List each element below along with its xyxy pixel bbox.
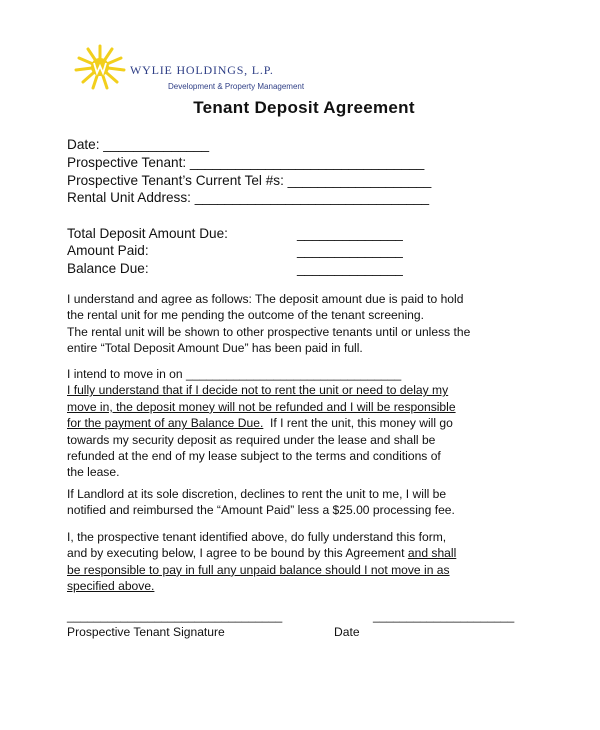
document-title: Tenant Deposit Agreement [193,98,415,117]
paragraph-line: the lease. [67,465,120,480]
total-deposit-label: Total Deposit Amount Due: [67,226,228,241]
paragraph-line: If Landlord at its sole discretion, declines to rent the unit to me, I will be [67,487,447,501]
amount-paid-label: Amount Paid: [67,243,149,258]
balance-due-blank: ______________ [297,261,403,276]
landlord-discretion-paragraph [67,486,455,519]
paragraph-line: and by executing below, I agree to be bound by this Agreement [67,546,408,561]
paragraph-line: and shall [407,546,457,561]
date-label: Date [334,625,360,639]
paragraph-line: for the payment of any Balance Due. [67,416,264,431]
paragraph-line: the rental unit for me pending the outcome of the tenant screening. [67,308,424,323]
paragraph-line: I, the prospective tenant identified above, do fully understand this form, [67,530,447,544]
paragraph-line: move in, the deposit money will not be refunded and I will be responsible [67,399,456,414]
signature-label: Prospective Tenant Signature [67,625,225,639]
paragraph-line: If I rent the unit, this money will go [263,416,453,431]
date-line: _____________________ [373,609,515,623]
prospective-tenant-field: Prospective Tenant: _______________________________ [67,155,425,170]
paragraph-line: I fully understand that if I decide not to rent the unit or need to delay my [67,383,449,398]
current-tel-field: Prospective Tenant’s Current Tel #s: ___________________ [67,173,432,188]
rental-address-field: Rental Unit Address: _______________________________ [67,190,430,205]
acknowledgement-paragraph [67,529,456,595]
move-in-paragraph [67,366,456,481]
paragraph-line: be responsible to pay in full any unpaid balance should I not move in as [67,562,450,577]
paragraph-line: towards my security deposit as required under the lease and shall be [67,432,436,447]
paragraph-line: I understand and agree as follows: The deposit amount due is paid to hold [67,292,464,306]
agreement-paragraph [67,291,470,357]
paragraph-line: I intend to move in on ________________________________ [67,367,402,381]
paragraph-line: notified and reimbursed the “Amount Paid” less a $25.00 processing fee. [67,503,455,518]
date-field: Date: ______________ [67,137,210,152]
amount-paid-blank: ______________ [297,243,403,258]
total-deposit-blank: ______________ [297,226,403,241]
sunburst-logo-icon [72,44,128,90]
paragraph-line: specified above. [67,579,155,594]
balance-due-label: Balance Due: [67,261,149,276]
paragraph-line: entire “Total Deposit Amount Due” has been paid in full. [67,341,363,356]
company-name: WYLIE HOLDINGS, L.P. [130,63,274,77]
company-tagline: Development & Property Management [168,82,305,91]
paragraph-line: The rental unit will be shown to other prospective tenants until or unless the [67,324,471,339]
paragraph-line: refunded at the end of my lease subject to the terms and conditions of [67,449,441,464]
signature-line: ________________________________ [67,609,283,623]
